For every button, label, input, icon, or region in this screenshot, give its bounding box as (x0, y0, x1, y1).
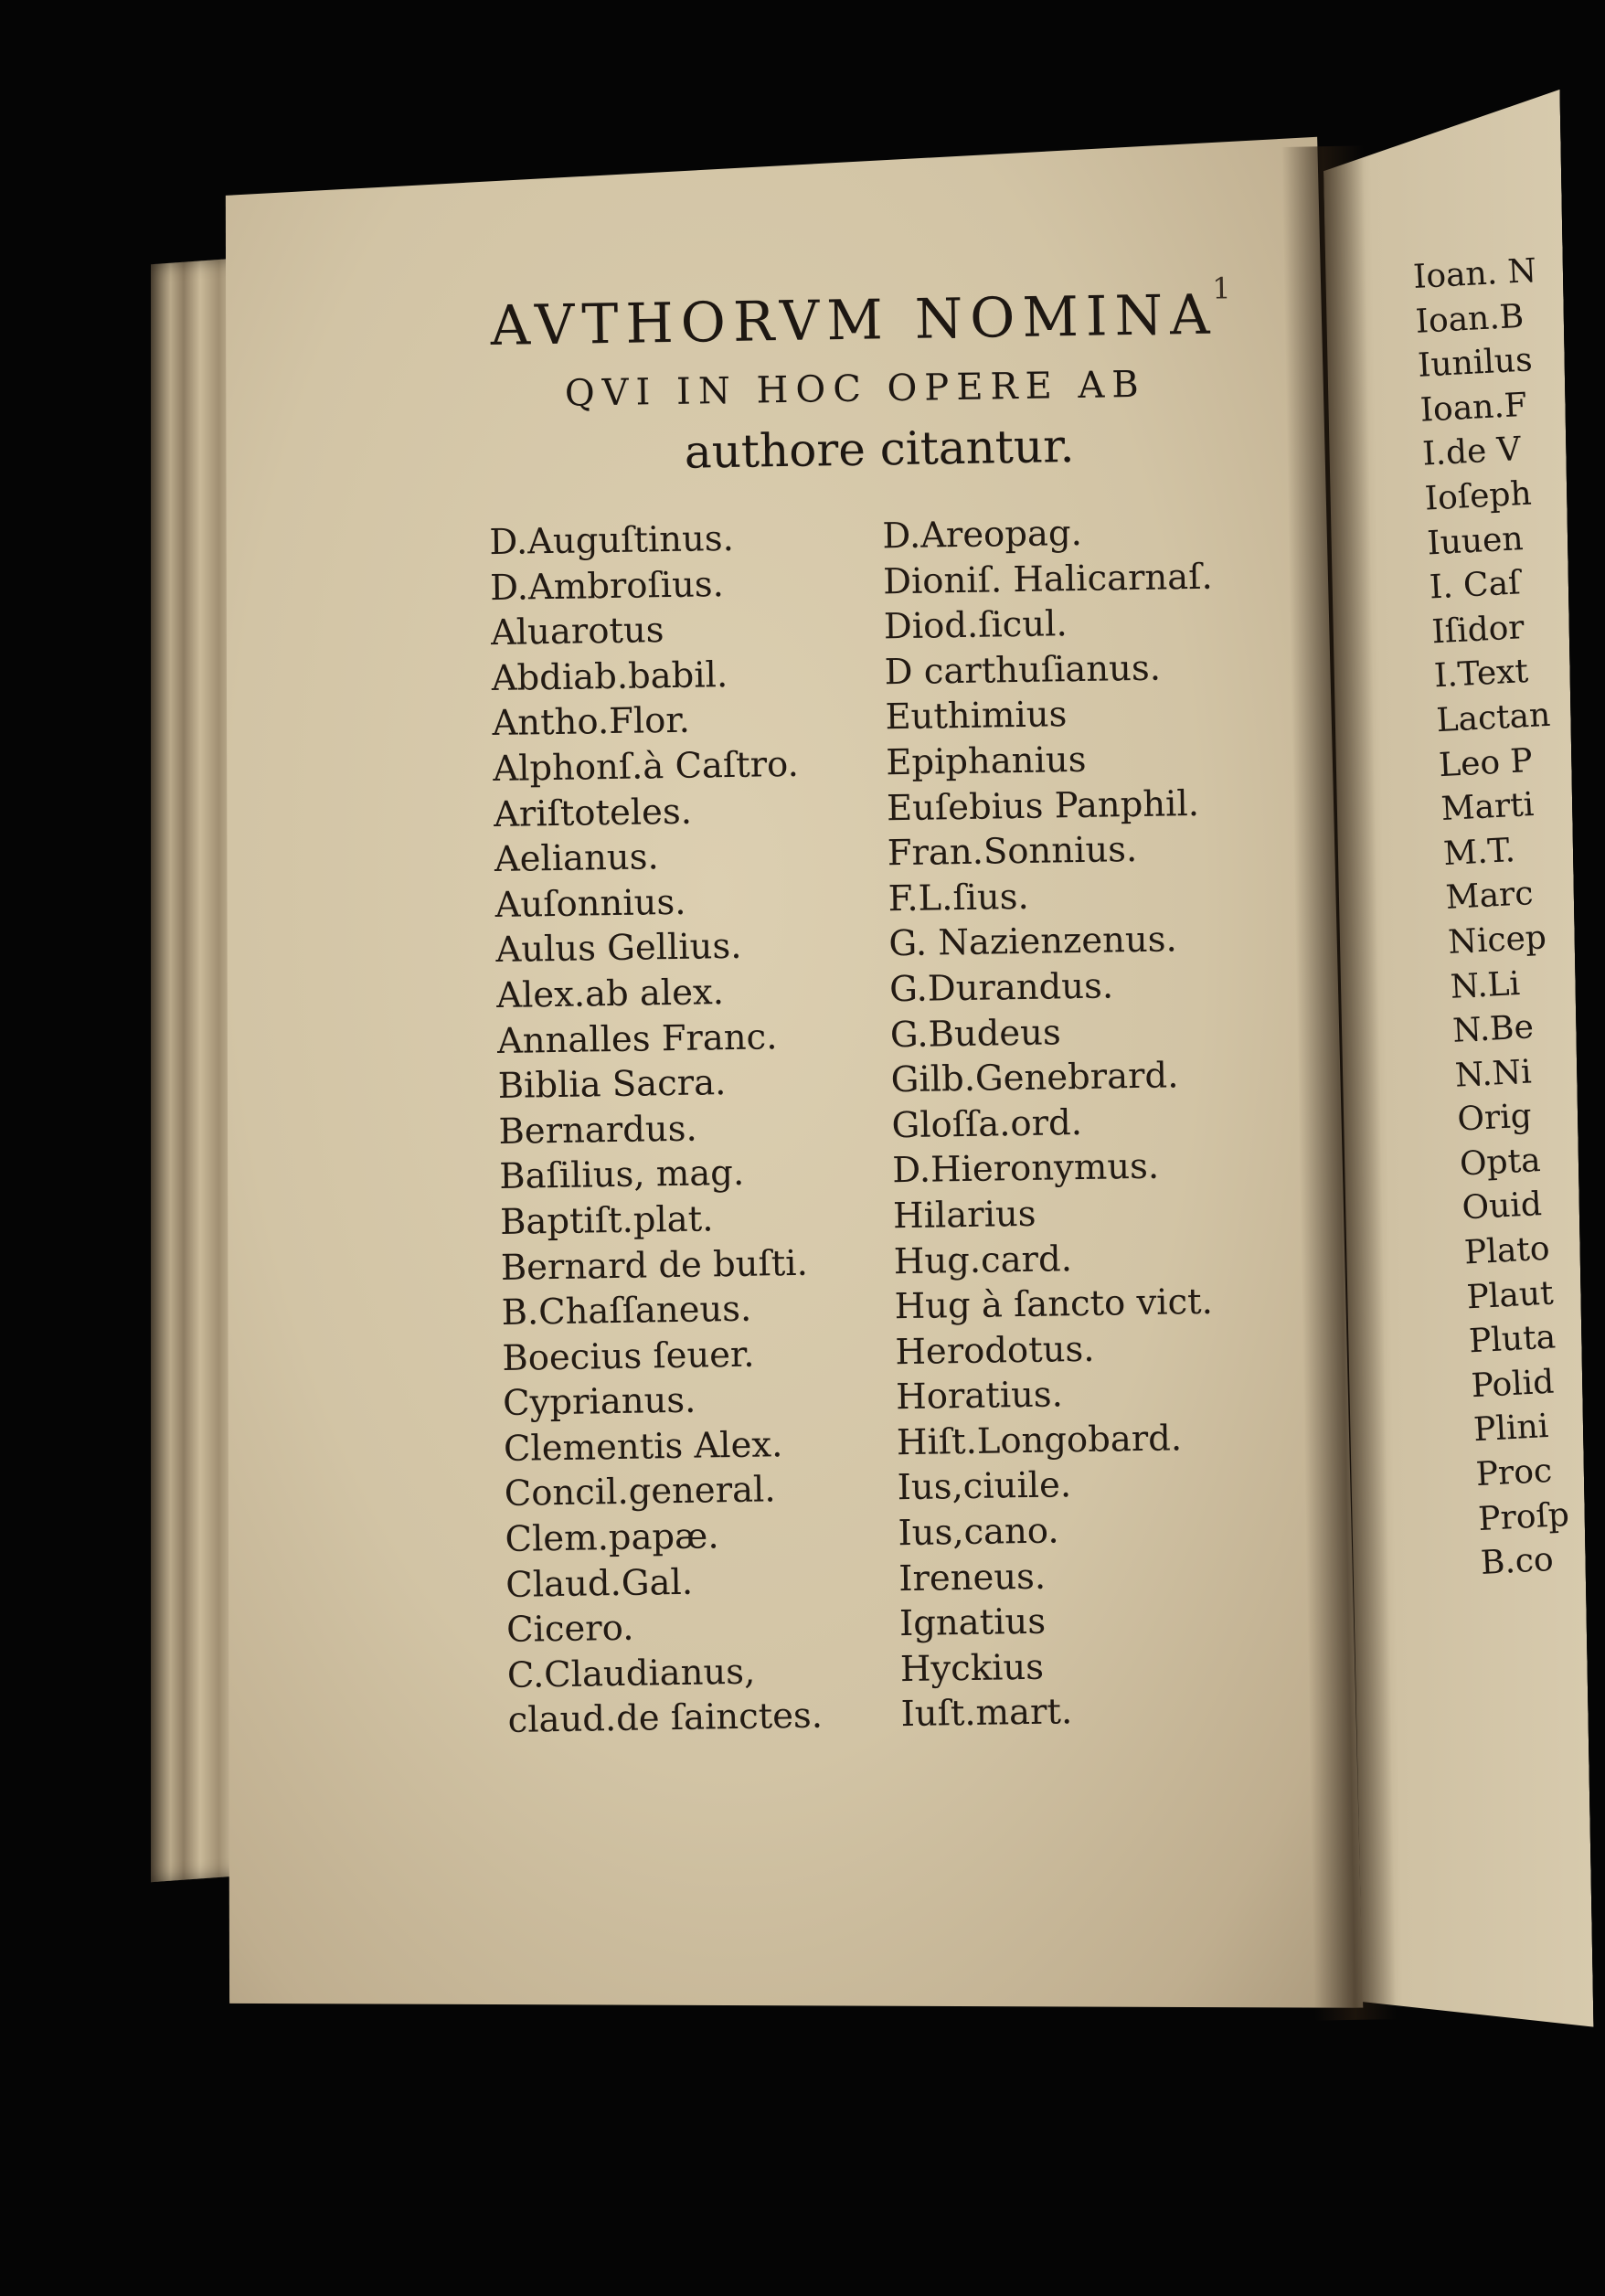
facing-entry: Polid (1470, 1363, 1556, 1406)
page-title: AVTHORVM NOMINA (490, 282, 1217, 359)
facing-entry: Ioan.B (1414, 297, 1525, 341)
facing-entry: Iuuen (1426, 519, 1525, 563)
author-name: Hilarius (892, 1193, 1036, 1238)
facing-entry: Ioan. N (1412, 251, 1538, 296)
author-name: Biblia Sacra. (497, 1062, 727, 1108)
author-name: D carthuſianus. (884, 647, 1162, 694)
author-name: Bernard de buſti. (500, 1242, 809, 1289)
facing-entry: Iunilus (1417, 341, 1534, 385)
facing-entry: Plato (1463, 1229, 1551, 1272)
facing-entry: Nicep (1447, 919, 1547, 962)
author-name: Ius,cano. (898, 1510, 1059, 1555)
author-name: D.Hieronymus. (891, 1145, 1160, 1192)
author-name: Ireneus. (898, 1556, 1047, 1600)
author-name: Alex.ab alex. (495, 972, 725, 1016)
facing-entry: Proſp (1477, 1495, 1570, 1538)
author-name: Fran.Sonnius. (887, 829, 1138, 875)
author-name: Gloſſa.ord. (891, 1101, 1083, 1146)
facing-entry: I. Caſ (1428, 564, 1522, 607)
facing-entry: Ioan.F (1419, 386, 1528, 430)
author-name: Alphonſ.à Caſtro. (492, 743, 800, 791)
author-name: Aluarotus (490, 610, 664, 654)
facing-entry: N.Be (1451, 1008, 1535, 1050)
facing-entry: Plaut (1465, 1274, 1555, 1317)
author-name: Gilb.Genebrard. (890, 1055, 1179, 1101)
facing-entry: I.Text (1433, 653, 1530, 696)
page-subtitle-2: authore citantur. (684, 420, 1075, 479)
author-name: Claud.Gal. (505, 1561, 694, 1606)
author-name: Ignatius (898, 1600, 1047, 1645)
facing-entry: Plini (1472, 1408, 1550, 1450)
facing-entry: Opta (1459, 1141, 1542, 1184)
author-name: Hyckius (899, 1646, 1045, 1691)
facing-entry: Pluta (1468, 1318, 1557, 1361)
author-name: G.Budeus (889, 1011, 1061, 1056)
author-name: Auſonnius. (494, 881, 686, 926)
facing-entry: Iſidor (1430, 608, 1525, 652)
page-subtitle: QVI IN HOC OPERE AB (564, 363, 1147, 415)
author-name: Baptiſt.plat. (499, 1198, 714, 1243)
author-name: Iuſt.mart. (900, 1691, 1073, 1736)
facing-entry: M.T. (1442, 831, 1516, 873)
author-name: Abdiab.babil. (491, 654, 728, 699)
author-name: Horatius. (895, 1374, 1064, 1419)
author-name: Aelianus. (494, 836, 659, 881)
facing-entry: Ouid (1461, 1185, 1543, 1228)
author-name: Clem.papæ. (505, 1515, 719, 1561)
author-name: Annalles Franc. (496, 1015, 778, 1062)
author-name: Cyprianus. (502, 1379, 696, 1425)
author-name: Ariſtoteles. (493, 791, 693, 835)
author-name: Antho.Flor. (492, 700, 691, 745)
author-name: Hiſt.Longobard. (896, 1418, 1183, 1464)
author-name: Clementis Alex. (503, 1424, 783, 1470)
author-name: Bernardus. (498, 1108, 697, 1153)
author-name: Ius,ciuile. (897, 1464, 1072, 1509)
authors-right-column (882, 509, 1231, 1738)
author-name: Euthimius (885, 694, 1068, 739)
author-name: D.Areopag. (882, 512, 1083, 558)
author-name: Baſilius, mag. (498, 1153, 745, 1198)
author-name: Herodotus. (895, 1328, 1095, 1373)
facing-entry: Marti (1440, 786, 1536, 829)
facing-entry: Proc (1474, 1451, 1554, 1494)
author-name: C.Claudianus, (506, 1651, 756, 1696)
author-name: F.L.ſius. (888, 876, 1030, 920)
author-name: claud.de ſainctes. (507, 1695, 824, 1742)
page-number: 1 (1211, 271, 1231, 306)
author-name: B.Chaſſaneus. (501, 1288, 752, 1334)
facing-entry: Ioſeph (1423, 474, 1533, 518)
author-name: Hug à ſancto vict. (894, 1281, 1214, 1328)
facing-entry: N.Ni (1453, 1053, 1533, 1095)
author-name: Aulus Gellius. (495, 926, 742, 972)
author-name: Epiphanius (885, 739, 1087, 784)
facing-entry: B.co (1479, 1541, 1555, 1583)
author-name: G.Durandus. (888, 965, 1114, 1011)
authors-left-column (489, 516, 823, 1744)
facing-entry: Lactan (1435, 696, 1552, 740)
author-name: Euſebius Panphil. (886, 782, 1200, 829)
author-name: D.Ambroſius. (489, 563, 725, 609)
facing-entry: N.Li (1449, 964, 1521, 1006)
facing-entry: Leo P (1438, 741, 1534, 784)
author-name: Dioniſ. Halicarnaſ. (882, 556, 1213, 602)
author-name: Diod.ſicul. (883, 603, 1068, 648)
author-name: Cicero. (505, 1607, 634, 1652)
author-name: D.Auguſtinus. (489, 517, 735, 564)
author-name: Concil.general. (504, 1469, 776, 1515)
author-name: Hug.card. (893, 1238, 1073, 1282)
author-name: Boecius ſeuer. (502, 1334, 755, 1379)
facing-entry: Marc (1444, 875, 1535, 918)
facing-entry: I.de V (1421, 430, 1522, 474)
author-name: G. Nazienzenus. (888, 919, 1178, 965)
facing-entry: Orig (1456, 1097, 1533, 1139)
